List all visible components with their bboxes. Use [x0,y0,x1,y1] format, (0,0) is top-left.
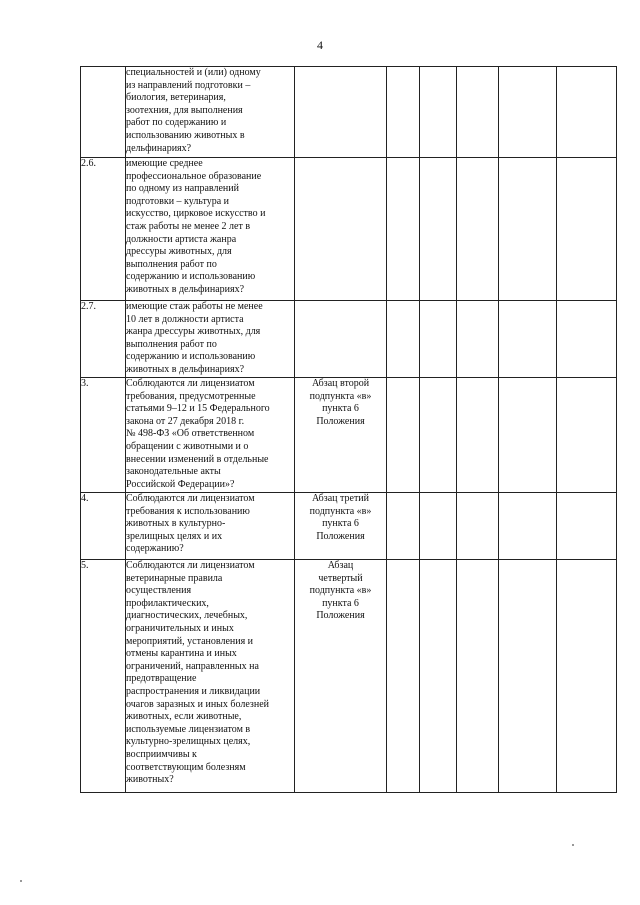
table-row [81,158,617,301]
answer-cell[interactable] [499,158,557,301]
answer-cell[interactable] [557,560,617,793]
answer-cell[interactable] [499,493,557,560]
reference-line: пункта 6 [322,403,359,415]
requirement-line: закона от 27 декабря 2018 г. [126,415,245,427]
reference-line: Положения [316,530,365,542]
requirement-line: животных, если животные, [126,711,242,723]
requirement-line: требования к использованию [126,505,250,517]
scan-speck [572,844,574,846]
answer-cell[interactable] [387,158,420,301]
answer-cell[interactable] [457,158,499,301]
requirement-line: выполнения работ по [126,338,217,350]
answer-cell[interactable] [499,301,557,378]
requirement-line: жанра дрессуры животных, для [126,326,261,338]
reference-line: Абзац [327,560,354,571]
reference-line: четвертый [318,572,363,584]
requirement-line: по одному из направлений [126,183,239,195]
requirement-line: использованию животных в [126,129,245,141]
requirement-line: зрелищных целях и их [126,530,223,542]
reference-line: пункта 6 [322,597,359,609]
requirement-line: специальностей и (или) одному [126,67,261,78]
requirement-line: зоотехния, для выполнения [126,104,243,116]
requirement-line: дельфинариях? [126,142,192,154]
table-row [81,67,617,158]
item-number: 3. [81,378,126,493]
requirement-line: Соблюдаются ли лицензиатом [126,378,255,389]
requirement-line: дрессуры животных, для [126,246,232,258]
requirement-line: содержанию? [126,543,184,555]
requirement-line: профессиональное образование [126,170,262,182]
requirement-line: Российской Федерации»? [126,478,235,490]
reference-line: Положения [316,415,365,427]
requirement-line: используемые лицензиатом в [126,723,251,735]
item-number: 4. [81,493,126,560]
requirement-line: подготовки – культура и [126,195,230,207]
reference-line: Абзац второй [311,378,370,389]
requirement-text [126,378,295,493]
requirement-line: выполнения работ по [126,258,217,270]
answer-cell[interactable] [457,493,499,560]
answer-cell[interactable] [457,560,499,793]
requirement-line: внесении изменений в отдельные [126,453,269,465]
requirement-line: обращении с животными и о [126,440,249,452]
answer-cell[interactable] [387,301,420,378]
answer-cell[interactable] [457,301,499,378]
reference-line: Положения [316,610,365,622]
requirement-text [126,67,295,158]
answer-cell[interactable] [387,67,420,158]
reference-line: подпункта «в» [309,585,372,597]
item-number: 5. [81,560,126,793]
answer-cell[interactable] [457,378,499,493]
requirement-line: содержанию и использованию [126,271,256,283]
checklist-table [80,66,617,793]
requirement-line: из направлений подготовки – [126,79,251,91]
requirement-line: отмены карантина и иных [126,648,237,660]
legal-reference [295,378,387,493]
requirement-line: Соблюдаются ли лицензиатом [126,560,255,571]
answer-cell[interactable] [557,301,617,378]
requirement-text [126,493,295,560]
answer-cell[interactable] [420,158,457,301]
answer-cell[interactable] [499,67,557,158]
table-row [81,560,617,793]
reference-line: подпункта «в» [309,390,372,402]
requirement-text [126,560,295,793]
legal-reference [295,158,387,301]
requirement-line: очагов заразных и иных болезней [126,698,270,710]
answer-cell[interactable] [420,301,457,378]
reference-line: Абзац третий [311,493,370,504]
requirement-line: стаж работы не менее 2 лет в [126,220,251,232]
requirement-line: предотвращение [126,673,197,685]
scan-speck [20,880,22,882]
requirement-line: имеющие стаж работы не менее [126,301,263,312]
reference-line: подпункта «в» [309,505,372,517]
table-row [81,301,617,378]
requirement-line: профилактических, [126,597,209,609]
item-number: 2.7. [81,301,126,378]
requirement-line: 10 лет в должности артиста [126,313,244,325]
requirement-line: статьями 9–12 и 15 Федерального [126,403,270,415]
page-number: 4 [317,38,323,52]
legal-reference [295,67,387,158]
requirement-line: животных в дельфинариях? [126,283,245,295]
answer-cell[interactable] [557,493,617,560]
requirement-line: животных в дельфинариях? [126,363,245,375]
requirement-text [126,301,295,378]
requirement-line: соответствующим болезням [126,761,246,773]
requirement-line: культурно-зрелищных целях, [126,736,251,748]
requirement-text [126,158,295,301]
requirement-line: ограничений, направленных на [126,660,259,672]
requirement-line: искусство, цирковое искусство и [126,208,266,220]
item-number [81,67,126,158]
requirement-line: содержанию и использованию [126,351,256,363]
requirement-line: животных в культурно- [126,518,226,530]
table-row [81,378,617,493]
answer-cell[interactable] [557,378,617,493]
legal-reference [295,493,387,560]
requirement-line: работ по содержанию и [126,117,227,129]
answer-cell[interactable] [499,560,557,793]
answer-cell[interactable] [499,378,557,493]
requirement-line: мероприятий, установления и [126,635,254,647]
answer-cell[interactable] [457,67,499,158]
requirement-line: № 498-ФЗ «Об ответственном [126,428,255,440]
legal-reference [295,301,387,378]
requirement-line: ветеринарные правила [126,572,223,584]
requirement-line: восприимчивы к [126,748,197,760]
answer-cell[interactable] [420,67,457,158]
answer-cell[interactable] [420,378,457,493]
table-row [81,493,617,560]
requirement-line: должности артиста жанра [126,233,237,245]
answer-cell[interactable] [387,378,420,493]
requirement-line: биология, ветеринария, [126,92,226,104]
requirement-line: диагностических, лечебных, [126,610,248,622]
answer-cell[interactable] [420,560,457,793]
table-body [81,67,617,793]
answer-cell[interactable] [420,493,457,560]
requirement-line: осуществления [126,585,192,597]
reference-line: пункта 6 [322,518,359,530]
legal-reference [295,560,387,793]
requirement-line: распространения и ликвидации [126,685,261,697]
answer-cell[interactable] [557,67,617,158]
requirement-line: животных? [126,774,174,786]
answer-cell[interactable] [557,158,617,301]
requirement-line: имеющие среднее [126,158,203,169]
requirement-line: законодательные акты [126,466,221,478]
answer-cell[interactable] [387,560,420,793]
answer-cell[interactable] [387,493,420,560]
requirement-line: Соблюдаются ли лицензиатом [126,493,255,504]
requirement-line: ограничительных и иных [126,622,234,634]
requirement-line: требования, предусмотренные [126,390,256,402]
item-number: 2.6. [81,158,126,301]
